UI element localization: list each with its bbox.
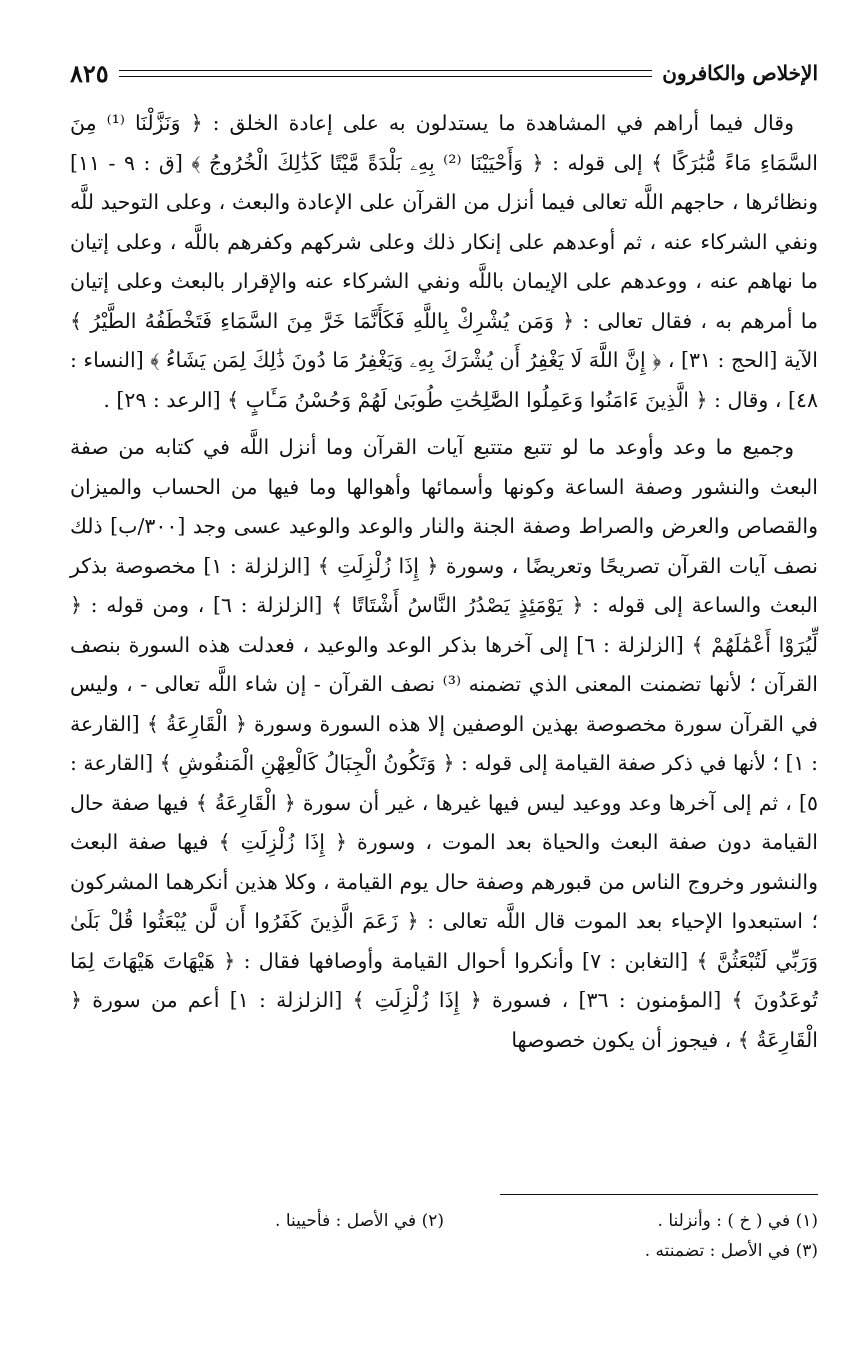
footnote-2: (٢) في الأصل : فأحيينا .: [275, 1211, 444, 1231]
page-number: ٨٢٥: [70, 58, 109, 88]
main-text: [70, 104, 818, 1060]
paragraph-2: وجميع ما وعد وأوعد ما لو تتبع متتبع آيات القرآن وما أنزل اللَّه في كتابه من صفة البعث والنشور وصفة الساعة وكونها وأسمائها وأهوالها وما فيها من الحساب والميزان والقصاص والعرض والصراط وصفة الجنة والنار والوعد والوعيد عسى وجد [٣٠٠/ب] ذلك نصف آيات القرآن تصريحًا وتعريضًا ، وسورة ﴿ إِذَا زُلْزِلَتِ ﴾ [الزلزلة : ١] مخصوصة بذكر البعث والساعة إلى قوله : ﴿ يَوْمَئِذٍ يَصْدُرُ النَّاسُ أَشْتَاتًا ﴾ [الزلزلة : ٦] ، ومن قوله : ﴿ لِّيُرَوْا أَعْمَٰلَهُمْ ﴾ [الزلزلة : ٦] إلى آخرها بذكر الوعد والوعيد ، فعدلت هذه السورة بنصف القرآن ؛ لأنها تضمنت المعنى الذي تضمنه ⁽³⁾ نصف القرآن - إن شاء اللَّه تعالى - ، وليس في القرآن سورة مخصوصة بهذين الوصفين إلا هذه السورة وسورة ﴿ الْقَارِعَةُ ﴾ [القارعة : ١] ؛ لأنها في ذكر صفة القيامة إلى قوله : ﴿ وَتَكُونُ الْجِبَالُ كَالْعِهْنِ الْمَنفُوشِ ﴾ [القارعة : ٥] ، ثم إلى آخرها وعد ووعيد ليس فيها غيرها ، غير أن سورة ﴿ الْقَارِعَةُ ﴾ فيها صفة حال القيامة دون صفة البعث والحياة بعد الموت ، وسورة ﴿ إِذَا زُلْزِلَتِ ﴾ فيها صفة البعث والنشور وخروج الناس من قبورهم وصفة حال يوم القيامة ، وكلا هذين أنكرهما المشركون ؛ استبعدوا الإحياء بعد الموت قال اللَّه تعالى : ﴿ زَعَمَ الَّذِينَ كَفَرُوا أَن لَّن يُبْعَثُوا قُلْ بَلَىٰ وَرَبِّي لَتُبْعَثُنَّ ﴾ [التغابن : ٧] وأنكروا أحوال القيامة وأوصافها فقال : ﴿ هَيْهَاتَ هَيْهَاتَ لِمَا تُوعَدُونَ ﴾ [المؤمنون : ٣٦] ، فسورة ﴿ إِذَا زُلْزِلَتِ ﴾ [الزلزلة : ١] أعم من سورة ﴿ الْقَارِعَةُ ﴾ ، فيجوز أن يكون خصوصها: [70, 435, 819, 1052]
running-title: الإخلاص والكافرون: [662, 61, 818, 85]
footnote-row: [70, 1206, 818, 1236]
page-header: [70, 56, 818, 90]
footnote-1: (١) في ( خ ) : وأنزلنا .: [657, 1211, 818, 1231]
footnote-separator: [500, 1194, 818, 1195]
paragraph-1: وقال فيما أراهم في المشاهدة ما يستدلون به على إعادة الخلق : ﴿ وَنَزَّلْنَا ⁽¹⁾ مِنَ السَّمَاءِ مَاءً مُّبَٰرَكًا ﴾ إلى قوله : ﴿ وَأَحْيَيْنَا ⁽²⁾ بِهِۦ بَلْدَةً مَّيْتًا كَذَٰلِكَ الْخُرُوجُ ﴾ [ق : ٩ - ١١] ونظائرها ، حاجهم اللَّه تعالى فيما أنزل من القرآن على الإعادة والبعث ، وعلى التوحيد للَّه ونفي الشركاء عنه ، ثم أوعدهم على إنكار ذلك وعلى شركهم وكفرهم باللَّه ، وعلى إتيان ما نهاهم عنه ، ووعدهم على الإيمان باللَّه ونفي الشركاء عنه والإقرار بالبعث وعلى إتيان ما أمرهم به ، فقال تعالى : ﴿ وَمَن يُشْرِكْ بِاللَّهِ فَكَأَنَّمَا خَرَّ مِنَ السَّمَاءِ فَتَخْطَفُهُ الطَّيْرُ ﴾ الآية [الحج : ٣١] ، ﴿ إِنَّ اللَّهَ لَا يَغْفِرُ أَن يُشْرَكَ بِهِۦ وَيَغْفِرُ مَا دُونَ ذَٰلِكَ لِمَن يَشَاءُ ﴾ [النساء : ٤٨] ، وقال : ﴿ الَّذِينَ ءَامَنُوا وَعَمِلُوا الصَّٰلِحَٰتِ طُوبَىٰ لَهُمْ وَحُسْنُ مَـَٔابٍ ﴾ [الرعد : ٢٩] .: [70, 111, 818, 412]
footnote-3: (٣) في الأصل : تضمنته .: [644, 1241, 818, 1261]
header-double-rule: [119, 70, 653, 77]
footnotes: [70, 1206, 818, 1266]
footnote-row: [70, 1236, 818, 1266]
